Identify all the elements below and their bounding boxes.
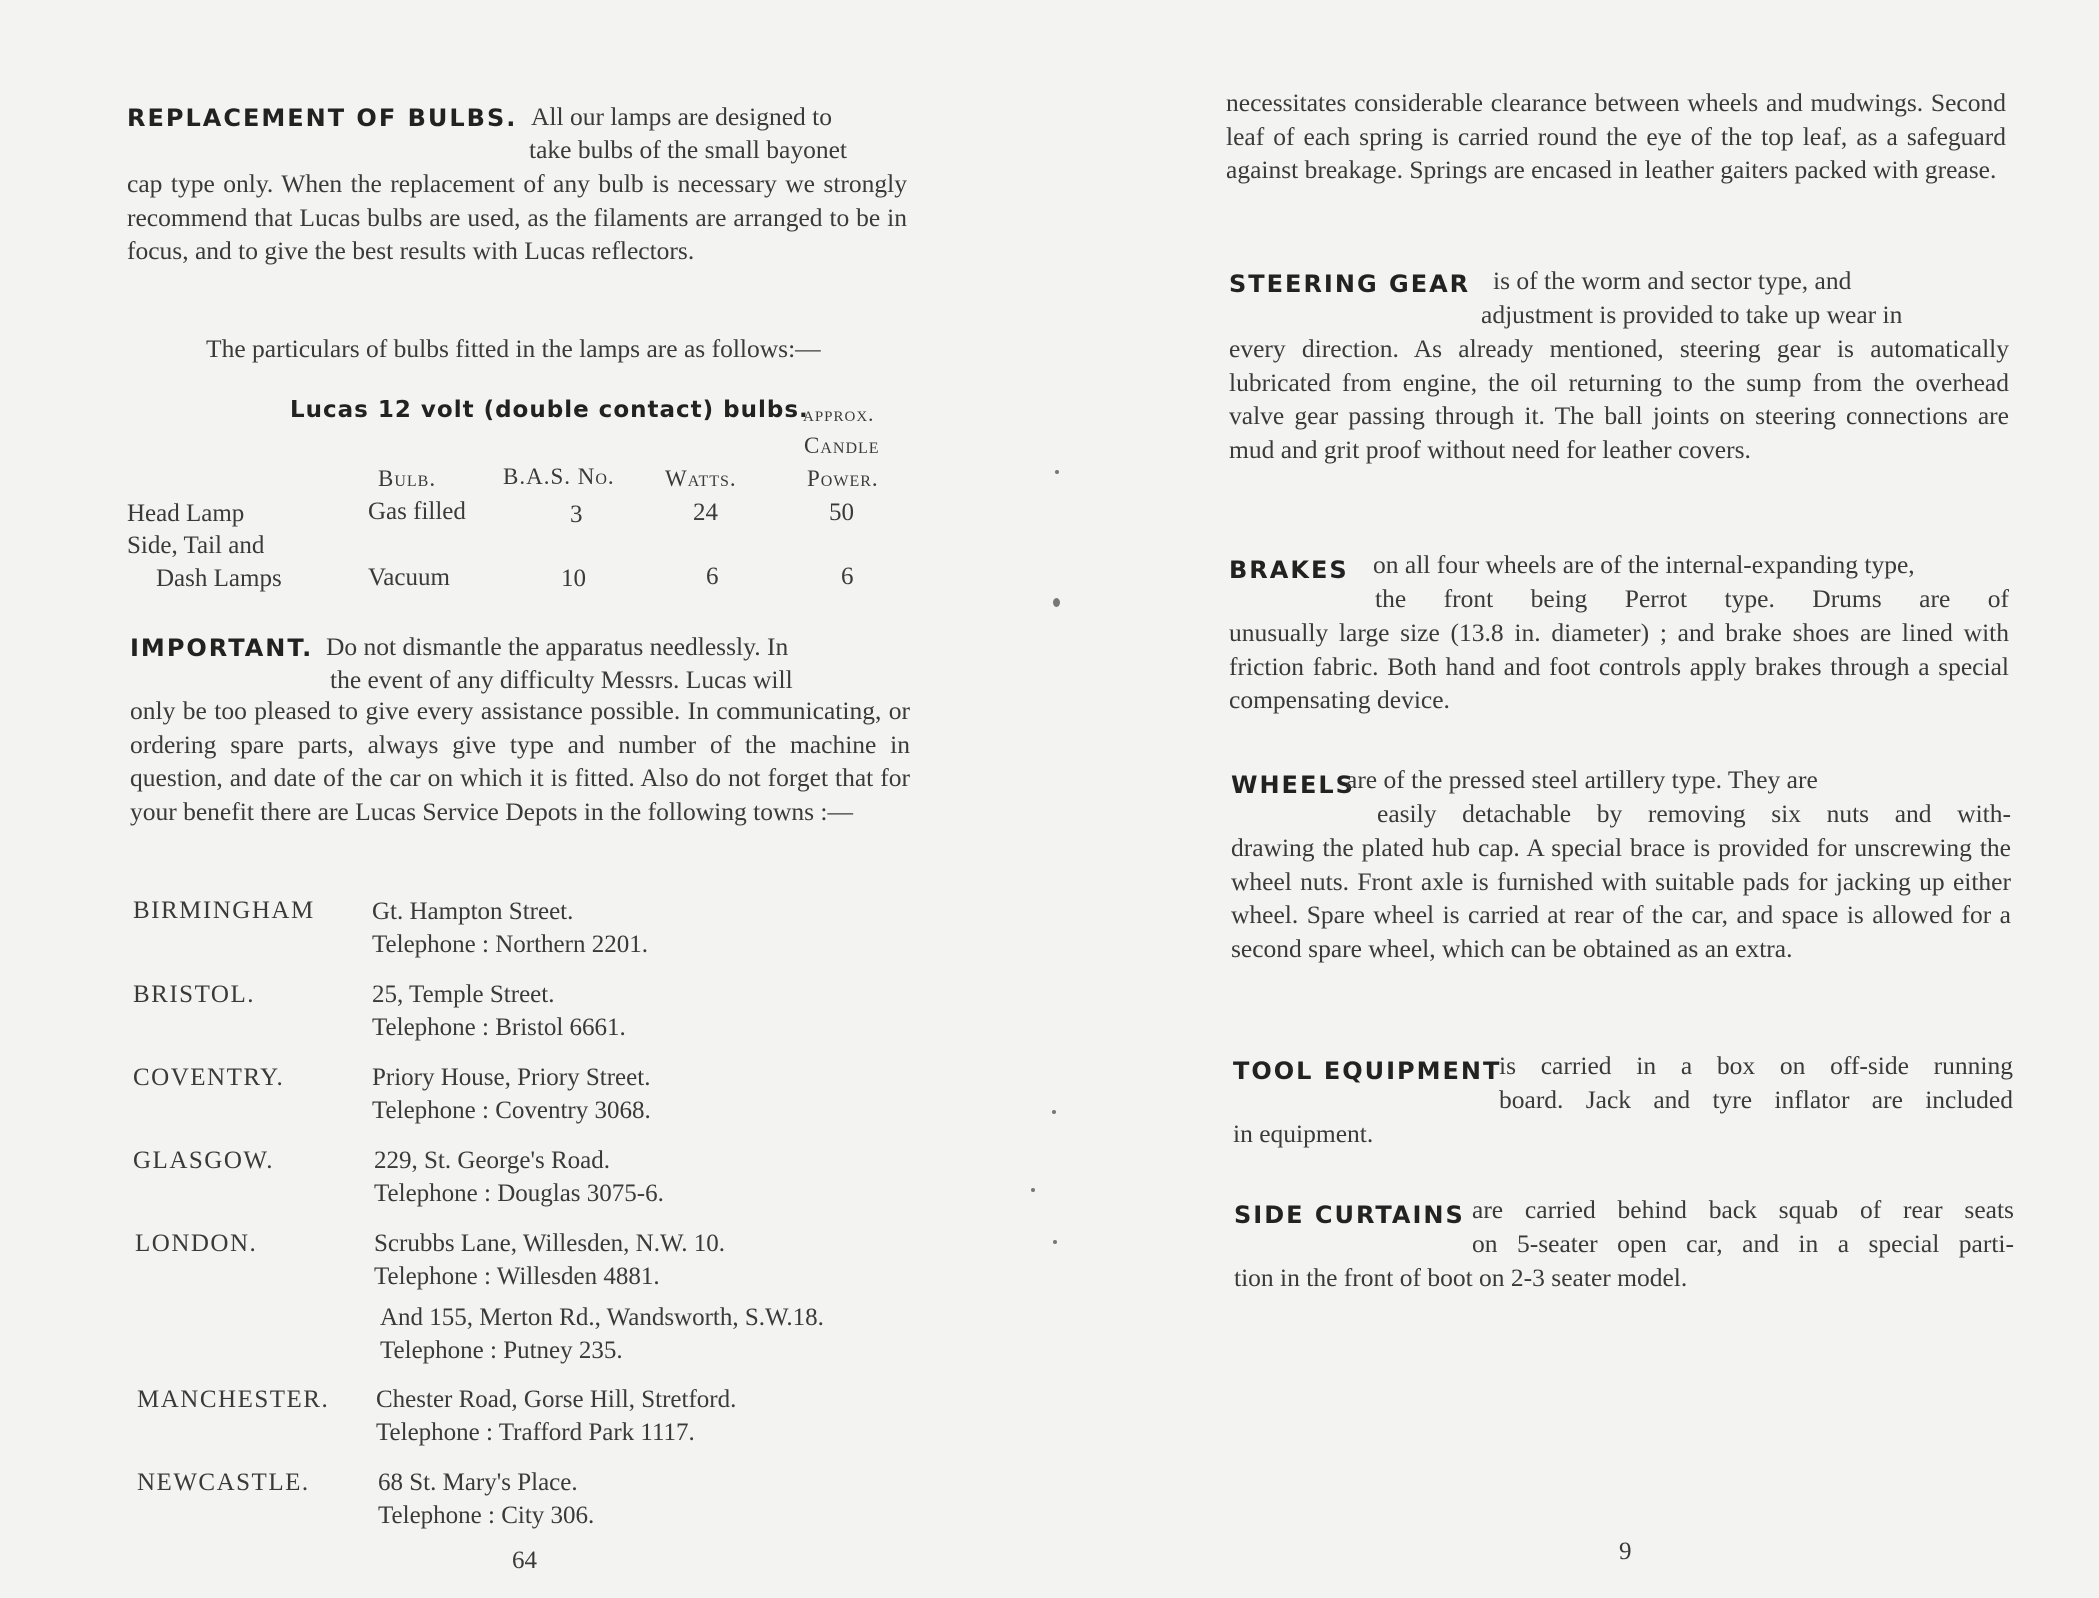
brakes-line2: the front being Perrot type. Drums are of bbox=[1375, 584, 2009, 613]
depot-address: And 155, Merton Rd., Wandsworth, S.W.18. bbox=[380, 1304, 824, 1331]
col-power-1: approx. bbox=[803, 402, 875, 426]
right-page bbox=[1050, 0, 2099, 1598]
row2-name-1: Side, Tail and bbox=[127, 532, 265, 559]
row2-bulb: Vacuum bbox=[368, 564, 450, 591]
steering-heading: STEERING GEAR bbox=[1229, 270, 1471, 298]
col-power-2: Candle bbox=[804, 433, 880, 458]
replacement-body: cap type only. When the replacement of any bulb is necessary we strongly recommend that Lucas bulbs are used, as the filaments are arranged to be in focus, and to give the best results with Lucas reflectors. bbox=[127, 169, 907, 265]
replacement-section bbox=[127, 100, 907, 268]
important-section bbox=[130, 627, 910, 828]
important-heading: IMPORTANT. bbox=[130, 634, 314, 662]
row2-name-2: Dash Lamps bbox=[156, 565, 282, 592]
depot-telephone: Telephone : Bristol 6661. bbox=[372, 1014, 626, 1041]
important-line2: the event of any difficulty Messrs. Lucas will bbox=[330, 665, 793, 694]
steering-line2: adjustment is provided to take up wear in bbox=[1481, 300, 1903, 329]
depot-city: BIRMINGHAM bbox=[133, 897, 315, 924]
depot-telephone: Telephone : Coventry 3068. bbox=[372, 1097, 651, 1124]
curtains-heading: SIDE CURTAINS bbox=[1234, 1201, 1465, 1229]
wheels-heading: WHEELS bbox=[1231, 771, 1355, 799]
wheels-line1: are of the pressed steel artillery type. They are bbox=[1346, 765, 1818, 794]
suspension-continuation: necessitates considerable clearance between wheels and mudwings. Second leaf of each spring is carried round the eye of the top leaf, as a safeguard against breakage. Springs are encased in leather gaiters packed with grease. bbox=[1226, 88, 2006, 184]
steering-section bbox=[1229, 264, 2009, 466]
row1-bulb: Gas filled bbox=[368, 498, 466, 525]
curtains-section bbox=[1234, 1193, 2014, 1295]
page-number-left: 64 bbox=[512, 1547, 537, 1574]
depot-city: NEWCASTLE. bbox=[137, 1469, 310, 1496]
particulars-text: The particulars of bulbs fitted in the lamps are as follows:— bbox=[206, 334, 821, 363]
important-line1: Do not dismantle the apparatus needlessly. In bbox=[326, 632, 789, 661]
steering-body: every direction. As already mentioned, steering gear is automatically lubricated from engine, the oil returning to the sump from the overhead valve gear passing through it. The ball joints on steering connections are mud and grit proof without need for leather covers. bbox=[1229, 334, 2009, 464]
tools-line2: board. Jack and tyre inflator are included bbox=[1499, 1085, 2013, 1114]
brakes-heading: BRAKES bbox=[1229, 556, 1349, 584]
depot-address: Priory House, Priory Street. bbox=[372, 1064, 651, 1091]
depot-telephone: Telephone : City 306. bbox=[378, 1502, 595, 1529]
depot-city: LONDON. bbox=[135, 1230, 258, 1257]
replacement-line2: take bulbs of the small bayonet bbox=[529, 135, 847, 164]
replacement-line1: All our lamps are designed to bbox=[531, 102, 832, 131]
tools-heading: TOOL EQUIPMENT bbox=[1233, 1057, 1502, 1085]
depot-city: COVENTRY. bbox=[133, 1064, 285, 1091]
depot-telephone: Telephone : Northern 2201. bbox=[372, 931, 648, 958]
important-body: only be too pleased to give every assistance possible. In communicating, or ordering spare parts, always give type and number of the machine in question, and date of the car on which it is fitted. Also do not forget that for your benefit there are Lucas Service Depots in the following towns :— bbox=[130, 696, 910, 826]
brakes-section bbox=[1229, 548, 2009, 717]
depot-address: 68 St. Mary's Place. bbox=[378, 1469, 578, 1496]
row2-bas: 10 bbox=[561, 565, 586, 592]
brakes-line1: on all four wheels are of the internal-expanding type, bbox=[1373, 550, 1915, 579]
curtains-body: tion in the front of boot on 2-3 seater model. bbox=[1234, 1263, 1688, 1292]
depot-telephone: Telephone : Douglas 3075-6. bbox=[374, 1180, 664, 1207]
depot-address: 25, Temple Street. bbox=[372, 981, 555, 1008]
wheels-body: drawing the plated hub cap. A special brace is provided for unscrewing the wheel nuts. Front axle is furnished with suitable pads for jacking up either wheel. Spare wheel is carried at rear of the car, and space is allowed for a second spare wheel, which can be obtained as an extra. bbox=[1231, 833, 2011, 963]
row2-watts: 6 bbox=[706, 563, 719, 590]
row1-watts: 24 bbox=[693, 499, 718, 526]
depot-city: BRISTOL. bbox=[133, 981, 255, 1008]
col-bas: B.A.S. No. bbox=[503, 464, 615, 489]
row1-name: Head Lamp bbox=[127, 500, 245, 527]
depot-city: MANCHESTER. bbox=[137, 1386, 330, 1413]
curtains-line2: on 5-seater open car, and in a special parti- bbox=[1472, 1229, 2014, 1258]
depot-address: Chester Road, Gorse Hill, Stretford. bbox=[376, 1386, 737, 1413]
row1-bas: 3 bbox=[570, 501, 583, 528]
tools-section bbox=[1233, 1049, 2013, 1151]
depot-telephone: Telephone : Trafford Park 1117. bbox=[376, 1419, 695, 1446]
depot-address: Gt. Hampton Street. bbox=[372, 898, 574, 925]
steering-line1: is of the worm and sector type, and bbox=[1493, 266, 1852, 295]
row2-power: 6 bbox=[841, 563, 854, 590]
depot-telephone: Telephone : Putney 235. bbox=[380, 1337, 623, 1364]
col-watts: Watts. bbox=[665, 466, 737, 491]
col-power-3: Power. bbox=[807, 466, 879, 491]
curtains-line1: are carried behind back squab of rear seats bbox=[1472, 1195, 2014, 1224]
col-bulb: Bulb. bbox=[378, 466, 437, 491]
page-number-right: 9 bbox=[1619, 1538, 1632, 1565]
depot-city: GLASGOW. bbox=[133, 1147, 274, 1174]
brakes-body: unusually large size (13.8 in. diameter) ; and brake shoes are lined with friction fabric. Both hand and foot controls apply brakes through a special compensating device. bbox=[1229, 618, 2009, 714]
wheels-line2: easily detachable by removing six nuts and with- bbox=[1377, 799, 2011, 828]
depot-address: Scrubbs Lane, Willesden, N.W. 10. bbox=[374, 1230, 726, 1257]
replacement-heading: REPLACEMENT OF BULBS. bbox=[127, 104, 518, 132]
gutter-speck bbox=[1031, 1188, 1035, 1192]
bulb-table-title: Lucas 12 volt (double contact) bulbs. bbox=[290, 397, 809, 423]
tools-body: in equipment. bbox=[1233, 1119, 1374, 1148]
row1-power: 50 bbox=[829, 499, 854, 526]
depot-telephone: Telephone : Willesden 4881. bbox=[374, 1263, 660, 1290]
tools-line1: is carried in a box on off-side running bbox=[1499, 1051, 2013, 1080]
wheels-section bbox=[1231, 763, 2011, 965]
depot-address: 229, St. George's Road. bbox=[374, 1147, 610, 1174]
